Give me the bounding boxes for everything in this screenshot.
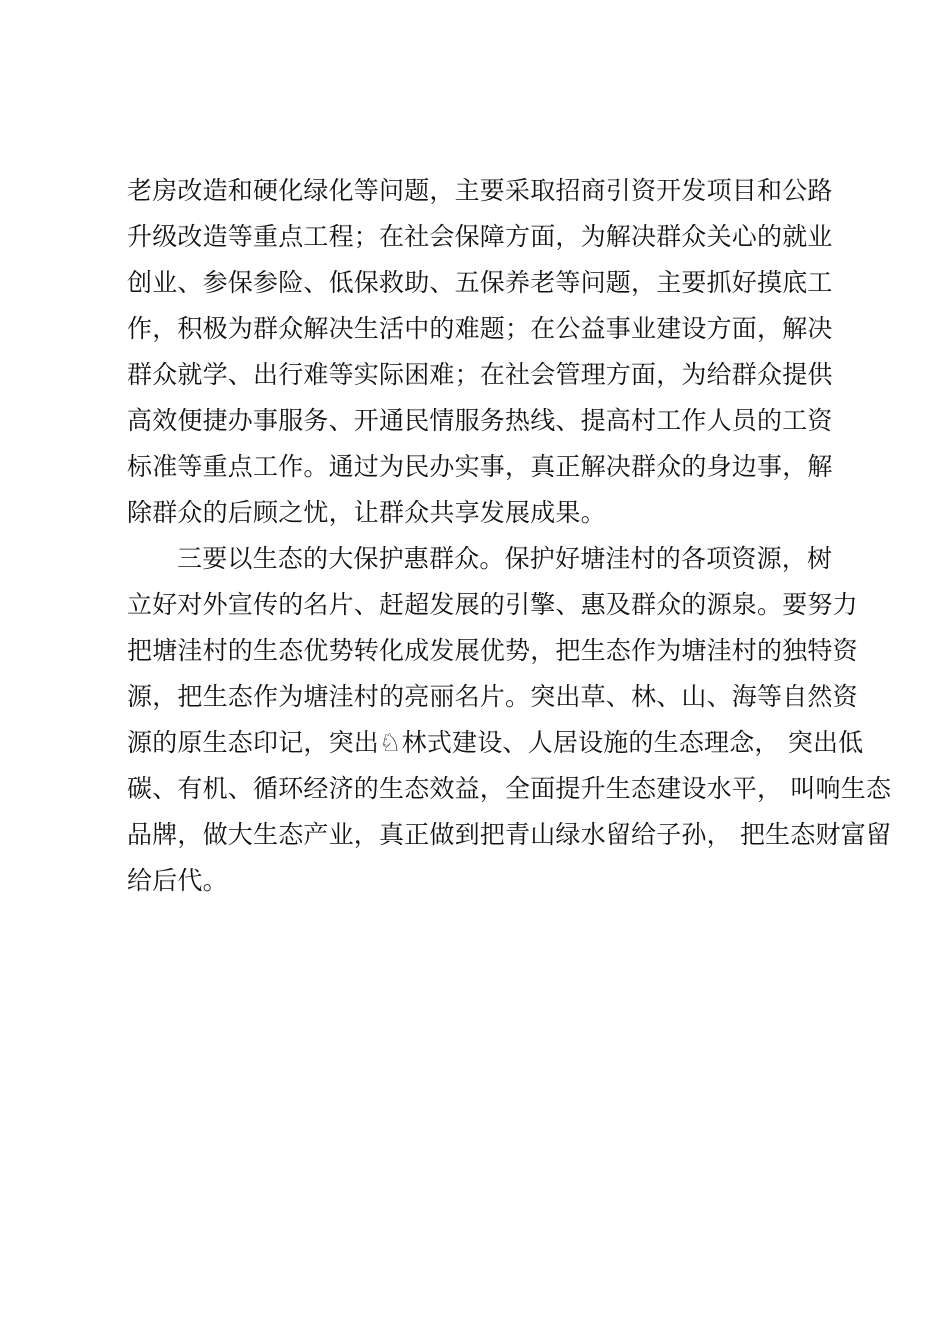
document-body xyxy=(127,168,892,904)
paragraph-line: 除群众的后顾之忧，让群众共享发展成果。 xyxy=(127,498,606,527)
paragraph-1 xyxy=(127,168,847,536)
paragraph-line: 给后代。 xyxy=(127,866,228,895)
paragraph-line: 源，把生态作为塘洼村的亮丽名片。突出草、林、山、海等自然资 xyxy=(127,682,858,711)
paragraph-line: 立好对外宣传的名片、赶超发展的引擎、惠及群众的源泉。要努力 xyxy=(127,590,858,619)
paragraph-line: 作，积极为群众解决生活中的难题；在公益事业建设方面，解决 xyxy=(127,314,833,343)
paragraph-line: 群众就学、出行难等实际困难；在社会管理方面，为给群众提供 xyxy=(127,360,833,389)
paragraph-line: 老房改造和硬化绿化等问题，主要采取招商引资开发项目和公路 xyxy=(127,176,833,205)
paragraph-line: 升级改造等重点工程；在社会保障方面，为解决群众关心的就业 xyxy=(127,222,833,251)
paragraph-line: 把塘洼村的生态优势转化成发展优势，把生态作为塘洼村的独特资 xyxy=(127,636,858,665)
paragraph-2 xyxy=(127,536,892,904)
paragraph-line: 创业、参保参险、低保救助、五保养老等问题，主要抓好摸底工 xyxy=(127,268,833,297)
paragraph-line: 三要以生态的大保护惠群众。保护好塘洼村的各项资源，树 xyxy=(177,544,833,573)
paragraph-line: 高效便捷办事服务、开通民情服务热线、提高村工作人员的工资 xyxy=(127,406,833,435)
paragraph-line: 品牌，做大生态产业，真正做到把青山绿水留给子孙， 把生态财富留 xyxy=(127,820,892,849)
paragraph-line: 源的原生态印记，突出♘林式建设、人居设施的生态理念， 突出低 xyxy=(127,728,864,757)
paragraph-line: 碳、有机、循环经济的生态效益，全面提升生态建设水平， 叫响生态 xyxy=(127,774,892,803)
paragraph-line: 标准等重点工作。通过为民办实事，真正解决群众的身边事，解 xyxy=(127,452,833,481)
